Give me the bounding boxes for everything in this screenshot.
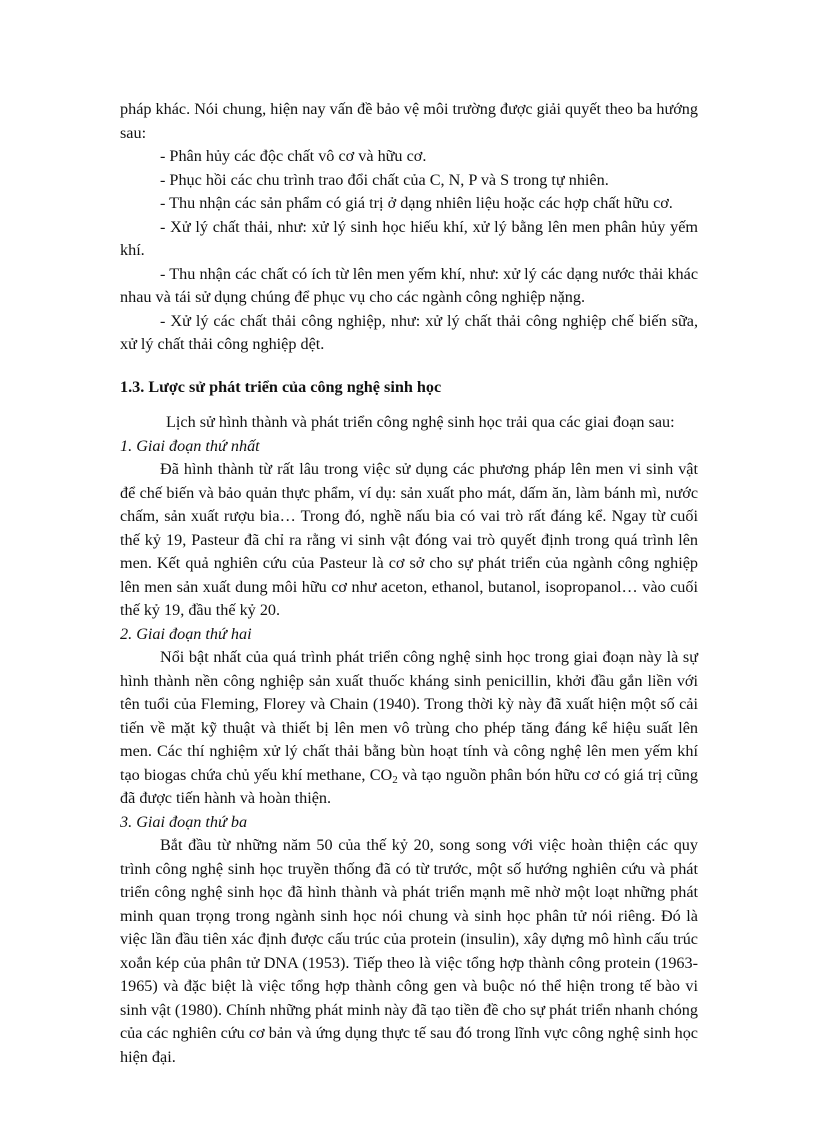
section-lead-paragraph: Lịch sử hình thành và phát triển công nghệ sinh học trải qua các giai đoạn sau: (166, 413, 675, 431)
stage-2-text-after: và tạo nguồn phân bón hữu cơ có giá trị cũng đã được tiến hành và hoàn thiện. (120, 765, 698, 807)
stage-2-text-before: Nổi bật nhất của quá trình phát triển công nghệ sinh học trong giai đoạn này là sự hình thành nền công nghiệp sản xuất thuốc kháng sinh penicillin, khởi đầu gắn liền với tên tuổi của Fleming, Florey và Chain (1940). Trong thời kỳ này đã xuất hiện một số cải tiến về mặt kỹ thuật và thiết bị lên men vô trùng cho phép tăng đáng kể hiệu suất lên men. Các thí nghiệm xử lý chất thải bằng bùn hoạt tính và công nghệ lên men yếm khí tạo biogas chứa chủ yếu khí methane, CO (120, 648, 698, 784)
list-item: - Thu nhận các sản phẩm có giá trị ở dạng nhiên liệu hoặc các hợp chất hữu cơ. (160, 194, 673, 212)
section-heading: 1.3. Lược sử phát triển của công nghệ sinh học (120, 377, 442, 396)
stage-1-title: 1. Giai đoạn thứ nhất (120, 436, 260, 455)
list-item: - Phục hồi các chu trình trao đổi chất của C, N, P và S trong tự nhiên. (160, 170, 609, 189)
document-page (120, 98, 698, 1069)
list-item: - Xử lý chất thải, như: xử lý sinh học hiếu khí, xử lý bằng lên men phân hủy yếm khí. (120, 217, 698, 259)
list-item: - Phân hủy các độc chất vô cơ và hữu cơ. (160, 147, 427, 165)
stage-1-paragraph: Đã hình thành từ rất lâu trong việc sử dụng các phương pháp lên men vi sinh vật để chế biến và bảo quản thực phẩm, ví dụ: sản xuất pho mát, dấm ăn, làm bánh mì, nước chấm, sản xuất rượu bia… Trong đó, nghề nấu bia có vai trò rất đáng kể. Ngay từ cuối thế kỷ 19, Pasteur đã chỉ ra rằng vi sinh vật đóng vai trò quyết định trong quá trình lên men. Kết quả nghiên cứu của Pasteur là cơ sở cho sự phát triển của ngành công nghiệp lên men sản xuất dung môi hữu cơ như aceton, ethanol, butanol, isopropanol… vào cuối thế kỷ 19, đầu thế kỷ 20. (120, 460, 698, 619)
co2-subscript: 2 (392, 773, 398, 786)
stage-2-title: 2. Giai đoạn thứ hai (120, 624, 252, 643)
list-item: - Thu nhận các chất có ích từ lên men yếm khí, như: xử lý các dạng nước thải khác nhau và tái sử dụng chúng để phục vụ cho các ngành công nghiệp nặng. (120, 264, 698, 306)
stage-3-paragraph: Bắt đầu từ những năm 50 của thế kỷ 20, song song với việc hoàn thiện các quy trình công nghệ sinh học truyền thống đã có từ trước, một số hướng nghiên cứu và phát triển công nghệ sinh học đã hình thành và phát triển mạnh mẽ nhờ một loạt những phát minh quan trọng trong ngành sinh học nói chung và sinh học phân tử nói riêng. Đó là việc lần đầu tiên xác định được cấu trúc của protein (insulin), xây dựng mô hình cấu trúc xoắn kép của phân tử DNA (1953). Tiếp theo là việc tổng hợp thành công protein (1963-1965) và đặc biệt là việc tổng hợp thành công gen và buộc nó thể hiện trong tế bào vi sinh vật (1980). Chính những phát minh này đã tạo tiền đề cho sự phát triển nhanh chóng của các nghiên cứu cơ bản và ứng dụng thực tế sau đó trong lĩnh vực công nghệ sinh học hiện đại. (120, 836, 698, 1066)
list-item: - Xử lý các chất thải công nghiệp, như: xử lý chất thải công nghiệp chế biến sữa, xử lý chất thải công nghiệp dệt. (120, 311, 698, 353)
stage-2-paragraph (120, 646, 698, 811)
stage-3-title: 3. Giai đoạn thứ ba (120, 812, 248, 831)
intro-paragraph: pháp khác. Nói chung, hiện nay vấn đề bảo vệ môi trường được giải quyết theo ba hướng sau: (120, 100, 698, 142)
